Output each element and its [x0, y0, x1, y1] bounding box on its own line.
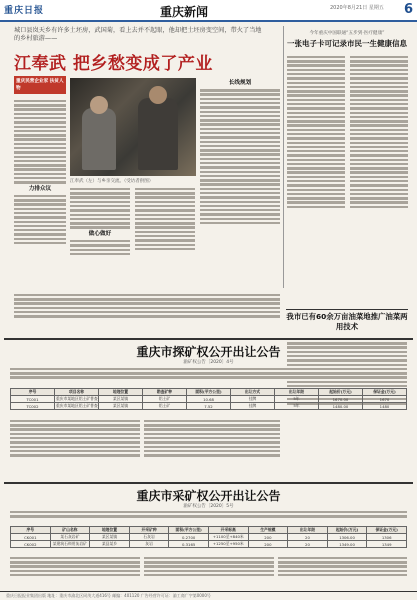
notice2-body-col1: [10, 555, 140, 589]
table-cell: 铝土矿: [143, 403, 187, 410]
notice1-title: 重庆市探矿权公开出让公告: [136, 345, 281, 359]
story2-body-col2: [350, 54, 408, 309]
table-cell: 20: [288, 534, 328, 541]
notice1-subtitle: 渝矿权公告〔2020〕4号: [183, 360, 234, 365]
table-cell: 挂牌: [231, 403, 275, 410]
table-header-cell: 序号: [11, 389, 55, 396]
notice2-title: 重庆市采矿权公开出让公告: [136, 489, 281, 503]
person-figure: [82, 108, 116, 170]
table-row: [11, 403, 407, 410]
table-header-cell: 开采标高: [208, 527, 248, 534]
table-header-cell: 生产规模: [248, 527, 288, 534]
table-header-cell: 出让方式: [231, 389, 275, 396]
photo-caption: 江奉武（左）与乡亲交流。（受访者供图）: [70, 179, 154, 184]
story1-kicker: 城口县岚天乡有许多土坯房，武国菊，看上去并不起眼，他却把土坯房变空间，带火了当地的乡村旅游——: [14, 27, 262, 42]
newspaper-logo: 重庆日报: [4, 6, 45, 16]
table-header-cell: 开采矿种: [129, 527, 169, 534]
notice2-subtitle: 渝矿权公告〔2020〕5号: [183, 504, 234, 509]
notice1-intro: [10, 366, 407, 386]
table-cell: 某区某镇: [99, 396, 143, 403]
table-header-cell: 出让年限: [275, 389, 319, 396]
story1-body-col3: [135, 186, 195, 288]
story1-body-col2: [70, 186, 130, 288]
table-cell: 0.3165: [169, 541, 209, 548]
table-cell: 0.2700: [169, 534, 209, 541]
story1-subhead: 力排众议: [28, 185, 52, 192]
person-figure: [138, 98, 178, 170]
table-cell: 重庆市某地区铝土矿普查: [56, 396, 98, 401]
story1-body-bottom: [14, 292, 280, 332]
table-cell: 某建筑石料用灰岩矿: [50, 541, 90, 548]
notice1-body-col2: [144, 418, 280, 478]
table-cell: 1349: [367, 541, 407, 548]
table-row: [11, 541, 407, 548]
notice2-body-col2: [144, 555, 274, 589]
story1-photo: [70, 78, 196, 176]
table-cell: 铝土矿: [143, 396, 187, 403]
series-tag: 重庆民营企业家 扶贫人物: [14, 76, 66, 94]
person-head: [90, 96, 108, 114]
table-header-row: [11, 527, 407, 534]
story1-body-col1: [14, 98, 66, 288]
table-header-cell: 序号: [11, 527, 51, 534]
story2-kicker: 今年重庆中国联通“五步到·医疗健康”: [309, 31, 385, 36]
table-cell: TC002: [11, 403, 55, 410]
table-cell: 某县某乡: [90, 541, 130, 548]
story2-header: [286, 30, 408, 49]
story1-subhead: 长线规划: [228, 80, 252, 86]
page-footer: 重庆日报报业集团出版 地址：重庆市渝北区同茂大道416号 邮编：401120 广告经营许可证：渝工商广字第0000号: [0, 591, 417, 600]
table-cell: 10.68: [187, 396, 231, 403]
story2-body-col1: [287, 54, 345, 309]
notice2-table: [10, 526, 407, 548]
dateline: 2020年8月21日 星期五: [330, 5, 384, 11]
table-cell: 1306.00: [327, 534, 367, 541]
story1-subhead: 做心做好: [88, 230, 112, 237]
section-title: 重庆新闻: [160, 5, 209, 19]
masthead: [0, 0, 417, 22]
table-header-row: [11, 389, 407, 396]
table-cell: 重庆市某地区铝土矿普查: [56, 403, 98, 408]
table-header-cell: 保证金(万元): [363, 389, 407, 396]
table-header-cell: 矿山名称: [50, 527, 90, 534]
table-cell: TC001: [11, 396, 55, 403]
table-header-cell: 出让年限: [288, 527, 328, 534]
table-header-cell: 地理位置: [99, 389, 143, 396]
table-cell: 7.52: [187, 403, 231, 410]
table-cell: 20: [288, 541, 328, 548]
person-head: [149, 86, 167, 104]
table-cell: 某石灰岩矿: [50, 534, 90, 541]
story1-body-col4: [200, 78, 280, 288]
table-cell: 1349.00: [327, 541, 367, 548]
table-row: [11, 396, 407, 403]
page-number: 6: [403, 2, 413, 17]
table-cell: 1480.00: [319, 403, 363, 410]
table-header-cell: 保证金(万元): [367, 527, 407, 534]
table-cell: 1480: [363, 403, 407, 410]
table-header-cell: 面积(平方公里): [187, 389, 231, 396]
table-cell: CK002: [11, 541, 51, 548]
table-cell: CK001: [11, 534, 51, 541]
story3-headline: 我市已有60余万亩油菜地推广油菜两用技术: [286, 312, 408, 331]
table-cell: 灰岩: [129, 541, 169, 548]
table-cell: 5年: [275, 403, 319, 410]
table-cell: 200: [248, 541, 288, 548]
notice1-body-col1: [10, 418, 140, 478]
table-header-cell: 面积(平方公里): [169, 527, 209, 534]
table-header-cell: 起始价(万元): [319, 389, 363, 396]
table-cell: 200: [248, 534, 288, 541]
table-cell: 某区某镇: [90, 534, 130, 541]
table-cell: 1670.00: [319, 396, 363, 403]
story2-headline: 一张电子卡可记录市民一生健康信息: [287, 39, 407, 48]
notice2-intro: [10, 509, 407, 525]
table-header-cell: 地理位置: [90, 527, 130, 534]
notice2-body-col3: [278, 555, 407, 589]
table-cell: 1306: [367, 534, 407, 541]
table-cell: 某区某镇: [99, 403, 143, 410]
notice1-table: [10, 388, 407, 410]
table-header-cell: 项目名称: [55, 389, 99, 396]
table-cell: 挂牌: [231, 396, 275, 403]
table-cell: +1250至+950米: [208, 541, 248, 548]
story1-headline: 江奉武 把乡愁变成了产业: [14, 54, 213, 74]
table-header-cell: 勘查矿种: [143, 389, 187, 396]
table-cell: 5年: [275, 396, 319, 403]
table-header-cell: 起始价(万元): [327, 527, 367, 534]
table-cell: 1670: [363, 396, 407, 403]
table-cell: +1100至+840米: [208, 534, 248, 541]
table-row: [11, 534, 407, 541]
table-cell: 石灰岩: [129, 534, 169, 541]
